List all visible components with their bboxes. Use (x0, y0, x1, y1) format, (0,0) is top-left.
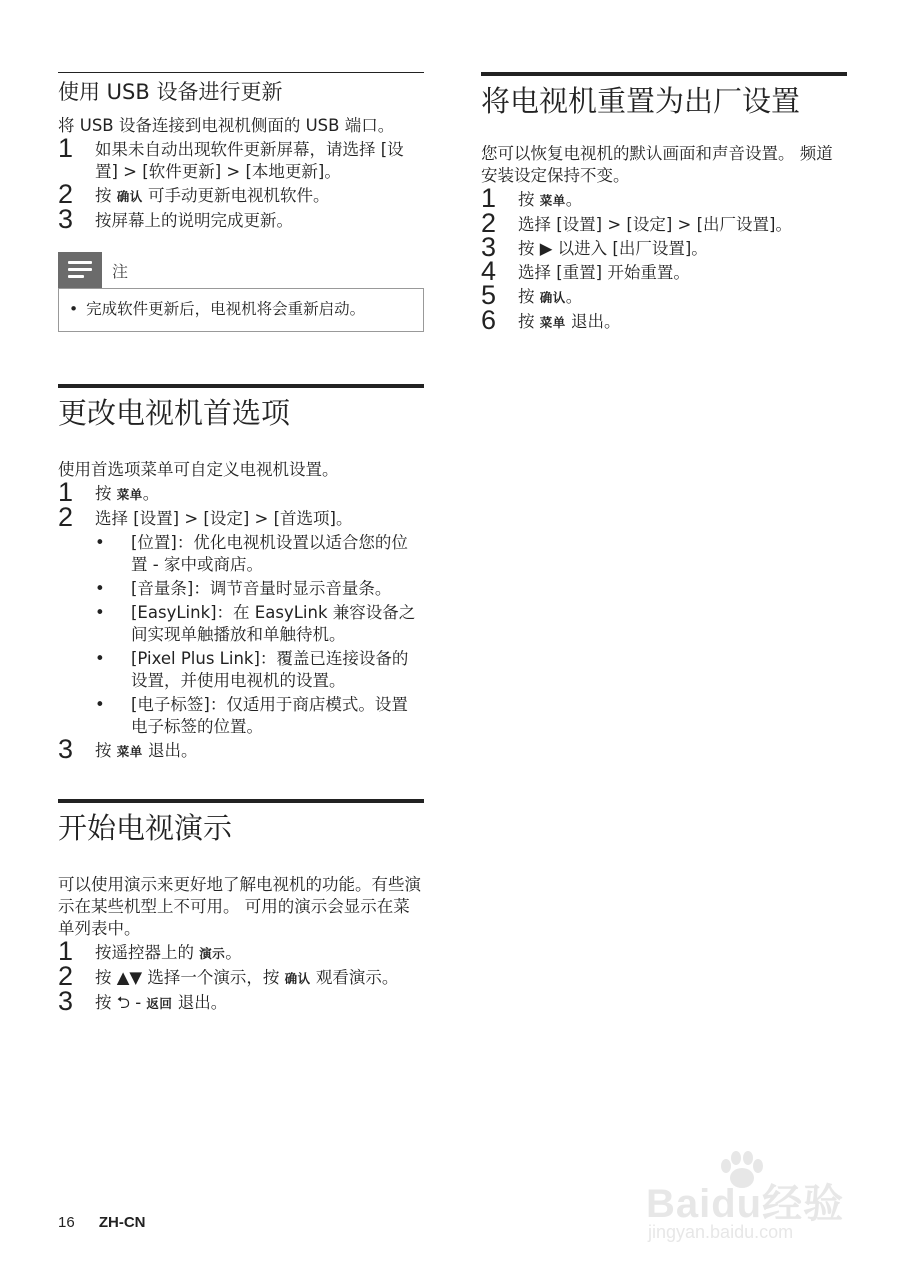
usb-step-2 (58, 179, 424, 210)
step-number: 5 (481, 279, 497, 310)
ok-key-label: 确认 (116, 189, 143, 205)
prefs-step-3 (58, 734, 424, 765)
demo-section (58, 799, 424, 1015)
note-lines-icon (58, 252, 102, 288)
preferences-title: 更改电视机首选项 (58, 396, 291, 431)
menu-key-label: 菜单 (116, 487, 143, 503)
step-text: 按 ▲▼ 选择一个演示，按 (95, 967, 280, 987)
note-header (58, 252, 424, 288)
reset-step-5 (481, 279, 847, 310)
factory-reset-section (481, 72, 847, 334)
note-box (58, 252, 424, 332)
step-text: 选择 [设置] > [设定] > [出厂设置]。 (518, 214, 792, 234)
step-text: 如果未自动出现软件更新屏幕，请选择 [设置] > [软件更新] > [本地更新]。 (95, 140, 404, 182)
prefs-step-1 (58, 477, 424, 508)
baidu-watermark (640, 1150, 870, 1250)
left-column (58, 60, 424, 1017)
right-column (481, 60, 847, 336)
watermark-brand: Baidu经验 (646, 1182, 845, 1226)
step-number: 2 (481, 207, 497, 238)
step-number: 2 (58, 960, 74, 991)
menu-key-label: 菜单 (539, 192, 566, 208)
back-key-label: 返回 (146, 995, 173, 1011)
demo-step-1 (58, 935, 424, 966)
step-text: 按屏幕上的说明完成更新。 (95, 211, 293, 231)
demo-step-2 (58, 960, 424, 991)
step-number: 1 (481, 182, 497, 213)
reset-step-2 (481, 207, 847, 238)
step-number: 3 (58, 985, 74, 1016)
step-number: 1 (58, 133, 74, 164)
reset-step-1 (481, 182, 847, 213)
menu-key-label: 菜单 (539, 314, 566, 330)
usb-update-section (58, 72, 424, 332)
step-text: 按 (518, 286, 535, 306)
step-number: 3 (58, 734, 74, 765)
usb-step-1 (58, 133, 424, 183)
demo-title: 开始电视演示 (58, 811, 233, 846)
step-number: 3 (481, 231, 497, 262)
demo-intro: 可以使用演示来更好地了解电视机的功能。有些演示在某些机型上不可用。 可用的演示会显示在菜单列表中。 (58, 874, 421, 938)
step-text: 按 ⮌ - (95, 992, 142, 1012)
step-text: 按 (518, 189, 535, 209)
note-text: 完成软件更新后，电视机将会重新启动。 (86, 300, 366, 319)
note-label: 注 (112, 261, 129, 281)
reset-step-6 (481, 304, 847, 335)
step-text: 按 (518, 311, 535, 331)
page-footer (58, 1214, 146, 1231)
step-number: 1 (58, 935, 74, 966)
step-text: 按 ▶ 以进入 [出厂设置]。 (518, 238, 708, 258)
option-easylink: • [EasyLink]：在 EasyLink 兼容设备之间实现单触播放和单触待机。 (95, 603, 416, 645)
bullet-dot: • (69, 300, 79, 319)
step-text: 按 (95, 484, 112, 504)
step-text: 。 (565, 286, 583, 306)
demo-step-3 (58, 985, 424, 1016)
reset-step-4 (481, 255, 847, 286)
option-e-sticker: • [电子标签]：仅适用于商店模式。设置电子标签的位置。 (95, 695, 408, 737)
option-pixel-plus-link: • [Pixel Plus Link]：覆盖已连接设备的设置，并使用电视机的设置。 (95, 649, 409, 691)
step-text: 退出。 (148, 741, 198, 761)
step-text: 选择 [重置] 开始重置。 (518, 262, 690, 282)
step-text: 。 (565, 189, 583, 209)
step-text: 。 (225, 942, 242, 962)
preferences-section (58, 384, 424, 763)
preferences-intro: 使用首选项菜单可自定义电视机设置。 (58, 460, 339, 480)
preferences-steps (58, 477, 424, 765)
demo-steps (58, 935, 424, 1016)
preferences-options (95, 532, 424, 738)
usb-steps (58, 133, 424, 235)
option-location: • [位置]：优化电视机设置以适合您的位置 - 家中或商店。 (95, 533, 408, 575)
language-code: ZH-CN (98, 1214, 146, 1231)
watermark-url: jingyan.baidu.com (648, 1222, 794, 1242)
step-number: 1 (58, 477, 74, 508)
step-text: 按遥控器上的 (95, 942, 194, 962)
ok-key-label: 确认 (284, 970, 311, 986)
step-number: 2 (58, 502, 74, 533)
step-text: 按 (95, 741, 112, 761)
step-number: 2 (58, 179, 74, 210)
page-number: 16 (58, 1214, 75, 1231)
ok-key-label: 确认 (539, 289, 566, 305)
step-text: 选择 [设置] > [设定] > [首选项]。 (95, 509, 353, 529)
step-text: 退出。 (571, 311, 621, 331)
step-number: 3 (58, 204, 74, 235)
usb-step-3 (58, 204, 424, 235)
step-text: 可手动更新电视机软件。 (148, 186, 330, 206)
usb-intro: 将 USB 设备连接到电视机侧面的 USB 端口。 (58, 116, 395, 136)
reset-step-3 (481, 231, 847, 262)
note-body (58, 288, 424, 332)
demo-key-label: 演示 (199, 945, 226, 961)
step-text: 。 (142, 484, 160, 504)
prefs-step-2 (58, 502, 424, 738)
usb-section-title: 使用 USB 设备进行更新 (58, 80, 283, 104)
factory-reset-title: 将电视机重置为出厂设置 (481, 84, 801, 118)
factory-reset-steps (481, 182, 847, 335)
option-volume-bar: • [音量条]：调节音量时显示音量条。 (95, 579, 392, 599)
step-text: 观看演示。 (315, 967, 399, 987)
step-number: 4 (481, 255, 497, 286)
step-text: 按 (95, 186, 112, 206)
menu-key-label: 菜单 (116, 744, 143, 760)
factory-reset-intro: 您可以恢复电视机的默认画面和声音设置。 频道安装设定保持不变。 (481, 143, 833, 185)
step-number: 6 (481, 304, 497, 335)
step-text: 退出。 (177, 992, 228, 1012)
